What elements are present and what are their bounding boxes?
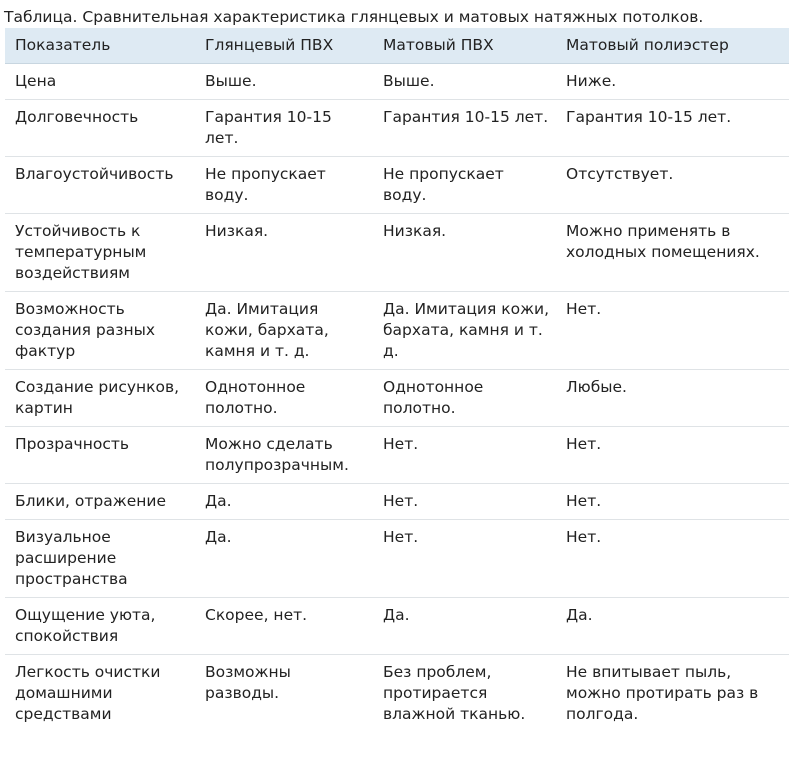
cell-indicator: Ощущение уюта, спокойствия: [5, 598, 195, 655]
cell-indicator: Долговечность: [5, 100, 195, 157]
comparison-table: [5, 28, 789, 732]
header-matte-pvc: Матовый ПВХ: [373, 28, 556, 64]
cell-matte-pvc: Нет.: [373, 520, 556, 598]
cell-glossy-pvc: Скорее, нет.: [195, 598, 373, 655]
cell-glossy-pvc: Однотонное полотно.: [195, 370, 373, 427]
header-glossy-pvc: Глянцевый ПВХ: [195, 28, 373, 64]
cell-matte-pvc: Гарантия 10-15 лет.: [373, 100, 556, 157]
cell-indicator: Влагоустойчивость: [5, 157, 195, 214]
cell-indicator: Устойчивость к температурным воздействиям: [5, 214, 195, 292]
cell-glossy-pvc: Да.: [195, 484, 373, 520]
cell-glossy-pvc: Можно сделать полупрозрачным.: [195, 427, 373, 484]
cell-matte-polyester: Любые.: [556, 370, 789, 427]
table-caption: Таблица. Сравнительная характеристика глянцевых и матовых натяжных потолков.: [4, 8, 704, 26]
cell-matte-pvc: Низкая.: [373, 214, 556, 292]
table-row: [5, 64, 789, 100]
cell-glossy-pvc: Гарантия 10-15 лет.: [195, 100, 373, 157]
header-indicator: Показатель: [5, 28, 195, 64]
cell-matte-pvc: Однотонное полотно.: [373, 370, 556, 427]
table-row: [5, 292, 789, 370]
cell-matte-polyester: Гарантия 10-15 лет.: [556, 100, 789, 157]
cell-matte-pvc: Нет.: [373, 484, 556, 520]
cell-indicator: Цена: [5, 64, 195, 100]
table-row: [5, 100, 789, 157]
table-row: [5, 214, 789, 292]
table-row: [5, 484, 789, 520]
cell-matte-polyester: Нет.: [556, 292, 789, 370]
cell-glossy-pvc: Выше.: [195, 64, 373, 100]
cell-indicator: Прозрачность: [5, 427, 195, 484]
cell-matte-pvc: Да. Имитация кожи, бархата, камня и т. д.: [373, 292, 556, 370]
cell-matte-pvc: Без проблем, протирается влажной тканью.: [383, 663, 526, 723]
table-row: [5, 598, 789, 655]
cell-matte-polyester: Нет.: [556, 484, 789, 520]
cell-indicator: Возможность создания разных фактур: [5, 292, 195, 370]
cell-matte-polyester: Нет.: [556, 520, 789, 598]
cell-matte-polyester: Можно применять в холодных помещениях.: [556, 214, 789, 292]
cell-glossy-pvc: Низкая.: [195, 214, 373, 292]
cell-indicator: Блики, отражение: [5, 484, 195, 520]
cell-glossy-pvc: Да.: [195, 520, 373, 598]
header-matte-polyester: Матовый полиэстер: [556, 28, 789, 64]
cell-matte-polyester: Да.: [556, 598, 789, 655]
cell-indicator: Создание рисунков, картин: [5, 370, 195, 427]
cell-matte-pvc: Не пропускает воду.: [373, 157, 556, 214]
cell-matte-polyester: Ниже.: [556, 64, 789, 100]
table-row: [5, 427, 789, 484]
cell-glossy-pvc: Не пропускает воду.: [195, 157, 373, 214]
cell-matte-polyester: Нет.: [556, 427, 789, 484]
cell-matte-polyester: Не впитывает пыль, можно протирать раз в полгода.: [566, 663, 759, 723]
cell-glossy-pvc: Да. Имитация кожи, бархата, камня и т. д.: [195, 292, 373, 370]
cell-matte-pvc: Да.: [373, 598, 556, 655]
table-row: [5, 655, 789, 733]
table-row: [5, 157, 789, 214]
cell-indicator: Визуальное расширение пространства: [5, 520, 195, 598]
cell-matte-polyester: Отсутствует.: [556, 157, 789, 214]
cell-matte-pvc: Нет.: [373, 427, 556, 484]
cell-indicator: Легкость очистки домашними средствами: [15, 663, 161, 723]
table-row: [5, 370, 789, 427]
cell-glossy-pvc: Возможны разводы.: [205, 663, 291, 702]
cell-matte-pvc: Выше.: [373, 64, 556, 100]
table-header-row: [5, 28, 789, 64]
table-row: [5, 520, 789, 598]
